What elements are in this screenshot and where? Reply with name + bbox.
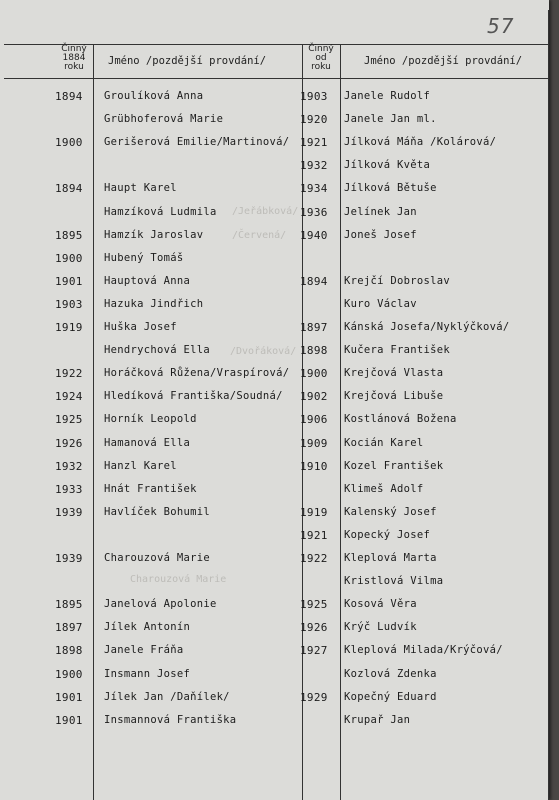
left-row-year: 1894: [55, 182, 83, 195]
left-row-name: Groulíková Anna: [104, 90, 204, 102]
left-row-year: 1900: [55, 668, 83, 681]
left-row-name: Hamzíková Ludmila: [104, 206, 217, 218]
left-row-name: Jílek Antonín: [104, 621, 191, 633]
right-row-name: Krejčová Vlasta: [344, 367, 444, 379]
column-divider-3: [340, 44, 341, 800]
left-row-year: 1932: [55, 460, 83, 473]
left-row-name: Janele Fráňa: [104, 644, 184, 656]
left-row-name: Huška Josef: [104, 321, 177, 333]
header-col1-line2: 1884: [62, 53, 86, 63]
left-row-year: 1901: [55, 275, 83, 288]
left-row-name: Hubený Tomáš: [104, 252, 184, 264]
right-row-name: Kristlová Vilma: [344, 575, 444, 587]
right-row-year: 1921: [300, 529, 328, 542]
right-row-name: Kuro Václav: [344, 298, 417, 310]
left-row-year: 1898: [55, 644, 83, 657]
right-row-name: Krupař Jan: [344, 714, 411, 726]
left-row-name: Haupt Karel: [104, 182, 177, 194]
right-row-year: 1936: [300, 206, 328, 219]
right-row-name: Kleplová Milada/Krýčová/: [344, 644, 503, 656]
right-row-year: 1920: [300, 113, 328, 126]
left-row-year: 1933: [55, 483, 83, 496]
right-row-year: 1940: [300, 229, 328, 242]
left-row-name: Hazuka Jindřich: [104, 298, 204, 310]
right-row-name: Kopecký Josef: [344, 529, 431, 541]
right-row-year: 1900: [300, 367, 328, 380]
right-row-year: 1925: [300, 598, 328, 611]
header-bottom-border: [4, 78, 549, 79]
header-col1-year: [54, 45, 94, 72]
bleed-through-text: /Červená/: [232, 230, 287, 241]
bleed-through-text: /Jeřábková/: [232, 206, 299, 217]
header-col3-year: [302, 45, 340, 72]
header-col1-line1: Činný: [61, 44, 87, 54]
right-row-name: Kánská Josefa/Nyklýčková/: [344, 321, 510, 333]
left-row-year: 1894: [55, 90, 83, 103]
right-row-name: Kopečný Eduard: [344, 691, 437, 703]
left-row-year: 1895: [55, 229, 83, 242]
right-row-year: 1903: [300, 90, 328, 103]
right-row-year: 1929: [300, 691, 328, 704]
left-row-year: 1924: [55, 390, 83, 403]
left-row-name: Havlíček Bohumil: [104, 506, 210, 518]
right-row-year: 1898: [300, 344, 328, 357]
left-row-name: Hledíková Františka/Soudná/: [104, 390, 283, 402]
left-row-name: Hnát František: [104, 483, 197, 495]
left-row-year: 1926: [55, 437, 83, 450]
left-row-name: Gerišerová Emilie/Martinová/: [104, 136, 290, 148]
header-col3-line3: roku: [311, 62, 331, 72]
left-row-name: Jílek Jan /Daňílek/: [104, 691, 230, 703]
left-row-name: Hamzík Jaroslav: [104, 229, 204, 241]
right-row-year: 1922: [300, 552, 328, 565]
right-row-name: Krýč Ludvík: [344, 621, 417, 633]
left-row-year: 1900: [55, 252, 83, 265]
left-row-name: Hendrychová Ella: [104, 344, 210, 356]
right-row-name: Jílková Bětuše: [344, 182, 437, 194]
header-col2-name: Jméno /pozdější provdání/: [108, 55, 267, 67]
left-row-name: Grübhoferová Marie: [104, 113, 224, 125]
left-row-year: 1903: [55, 298, 83, 311]
right-row-name: Jílková Máňa /Kolárová/: [344, 136, 497, 148]
left-row-year: 1939: [55, 552, 83, 565]
right-row-name: Krejčí Dobroslav: [344, 275, 450, 287]
right-row-name: Kostlánová Božena: [344, 413, 457, 425]
left-row-year: 1895: [55, 598, 83, 611]
header-col4-name: Jméno /pozdější provdání/: [364, 55, 523, 67]
right-row-name: Kleplová Marta: [344, 552, 437, 564]
right-row-year: 1906: [300, 413, 328, 426]
left-row-year: 1939: [55, 506, 83, 519]
left-row-name: Insmann Josef: [104, 668, 191, 680]
bleed-through-text: Charouzová Marie: [130, 574, 227, 585]
right-row-year: 1894: [300, 275, 328, 288]
right-row-name: Krejčová Libuše: [344, 390, 444, 402]
header-col1-line3: roku: [64, 62, 84, 72]
right-row-year: 1897: [300, 321, 328, 334]
right-row-year: 1902: [300, 390, 328, 403]
left-row-name: Hanzl Karel: [104, 460, 177, 472]
left-row-year: 1901: [55, 691, 83, 704]
header-col3-line1: Činný: [308, 44, 334, 54]
left-row-name: Janelová Apolonie: [104, 598, 217, 610]
left-row-name: Horáčková Růžena/Vraspírová/: [104, 367, 290, 379]
right-row-name: Janele Jan ml.: [344, 113, 437, 125]
right-row-name: Joneš Josef: [344, 229, 417, 241]
left-row-name: Hamanová Ella: [104, 437, 191, 449]
right-row-year: 1921: [300, 136, 328, 149]
right-row-name: Kosová Věra: [344, 598, 417, 610]
left-row-year: 1919: [55, 321, 83, 334]
column-divider-1: [93, 44, 94, 800]
right-row-year: 1934: [300, 182, 328, 195]
right-row-name: Kučera František: [344, 344, 450, 356]
right-row-year: 1909: [300, 437, 328, 450]
right-row-year: 1926: [300, 621, 328, 634]
right-row-name: Jelínek Jan: [344, 206, 417, 218]
right-row-year: 1927: [300, 644, 328, 657]
right-row-name: Klimeš Adolf: [344, 483, 424, 495]
header-col3-line2: od: [315, 53, 327, 63]
right-row-name: Kalenský Josef: [344, 506, 437, 518]
right-row-name: Kozel František: [344, 460, 444, 472]
left-row-year: 1900: [55, 136, 83, 149]
page-right-border: [548, 10, 549, 800]
left-row-name: Hauptová Anna: [104, 275, 191, 287]
bleed-through-text: /Dvořáková/: [230, 346, 297, 357]
right-row-year: 1910: [300, 460, 328, 473]
right-row-name: Jílková Květa: [344, 159, 431, 171]
left-row-year: 1901: [55, 714, 83, 727]
page-number: 57: [487, 14, 515, 38]
right-row-name: Kozlová Zdenka: [344, 668, 437, 680]
right-row-year: 1919: [300, 506, 328, 519]
left-row-name: Charouzová Marie: [104, 552, 210, 564]
left-row-name: Insmannová Františka: [104, 714, 237, 726]
left-row-year: 1922: [55, 367, 83, 380]
left-row-name: Horník Leopold: [104, 413, 197, 425]
right-row-name: Janele Rudolf: [344, 90, 431, 102]
left-row-year: 1925: [55, 413, 83, 426]
left-row-year: 1897: [55, 621, 83, 634]
right-row-year: 1932: [300, 159, 328, 172]
right-row-name: Kocián Karel: [344, 437, 424, 449]
